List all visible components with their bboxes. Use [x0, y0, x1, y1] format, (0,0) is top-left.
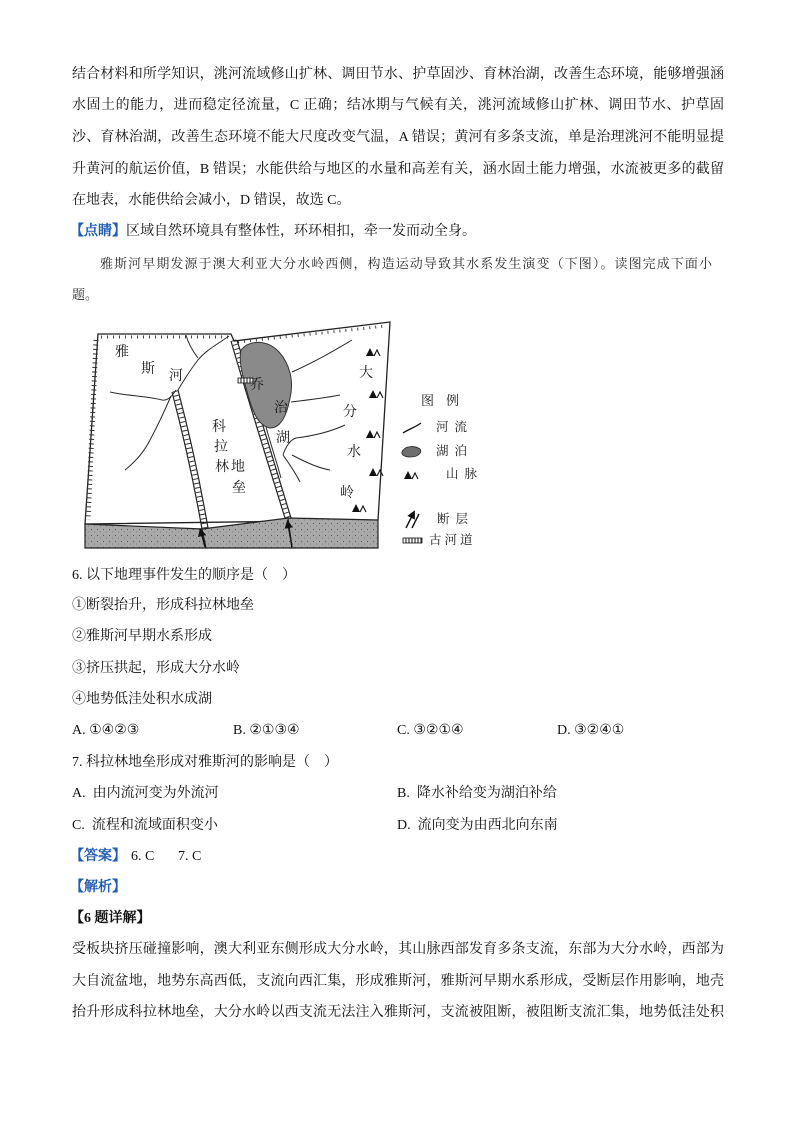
river-line-icon	[403, 423, 421, 433]
mountain-icon	[404, 471, 418, 479]
analysis-line: 结合材料和所学知识，洮河流域修山扩林、调田节水、护草固沙、育林治湖，改善生态环境，能够增强涵	[72, 67, 724, 82]
analysis-line: 水固土的能力，进而稳定径流量，C 正确；结冰期与气候有关，洮河流域修山扩林、调田节水、护草固	[72, 98, 724, 113]
river-label: 斯	[141, 361, 155, 377]
river-label: 河	[169, 368, 183, 384]
lake-blob-icon	[402, 447, 421, 457]
tip-line	[70, 222, 476, 242]
range-label: 岭	[340, 485, 354, 501]
legend-title: 图例	[421, 394, 472, 409]
river-label: 雅	[115, 344, 129, 360]
answer-option: A. 由内流河变为外流河	[72, 786, 219, 801]
lake-label: 治	[274, 400, 288, 416]
horst-label: 林	[215, 459, 229, 475]
old-channel-icon	[403, 538, 422, 543]
horst-label: 垒	[232, 480, 246, 496]
fault-icon	[406, 514, 419, 528]
legend-label: 湖泊	[436, 443, 474, 458]
question-stem: 7. 科拉林地垒形成对雅斯河的影响是（ ）	[72, 755, 338, 770]
question-statement: ④地势低洼处积水成湖	[72, 692, 212, 707]
answer-option: A. ①④②③	[72, 723, 140, 738]
range-label: 分	[343, 404, 357, 420]
question-statement: ②雅斯河早期水系形成	[72, 629, 212, 644]
horst-label: 拉	[214, 439, 228, 455]
answer-value: 7. C	[178, 849, 202, 864]
answer-option: B. ②①③④	[233, 723, 300, 738]
material-text: 题。	[72, 288, 99, 303]
cross-section-west	[85, 524, 206, 548]
legend-label: 古河道	[429, 532, 476, 547]
analysis-line: 在地表，水能供给会减小，D 错误，故选 C。	[72, 193, 351, 208]
answer-option: C. 流程和流域面积变小	[72, 818, 218, 833]
analysis-line: 大自流盆地，地势东高西低，支流向西汇集，形成雅斯河，雅斯河早期水系形成，受断层作用影响，地壳	[72, 974, 724, 989]
horst-label: 地	[231, 459, 245, 475]
answer-label: 【答案】	[70, 849, 126, 864]
material-text: 雅斯河早期发源于澳大利亚大分水岭西侧，构造运动导致其水系发生演变（下图）。读图完成下面小	[100, 257, 712, 272]
analysis-line: 受板块挤压碰撞影响，澳大利亚东侧形成大分水岭，其山脉西部发育多条支流，东部为大分水岭，西部为	[72, 942, 724, 957]
tip-label: 【点睛】	[70, 224, 126, 239]
answer-option: D. 流向变为由西北向东南	[397, 818, 558, 833]
range-label: 水	[347, 444, 361, 460]
lake-label: 乔	[250, 377, 264, 393]
analysis-label: 【解析】	[70, 880, 126, 895]
analysis-line: 沙、育林治湖，改善生态环境不能大尺度改变气温，A 错误；黄河有多条支流，单是治理洮河不能明显提	[72, 130, 724, 145]
horst-label: 科	[212, 419, 226, 435]
lake-label: 湖	[276, 430, 290, 446]
analysis-sub-label: 【6 题详解】	[70, 911, 151, 926]
answer-option: C. ③②①④	[397, 723, 464, 738]
question-statement: ①断裂抬升，形成科拉林地垒	[72, 598, 254, 613]
question-stem: 6. 以下地理事件发生的顺序是（ ）	[72, 568, 296, 583]
cross-section-east	[288, 518, 378, 548]
analysis-line: 抬升形成科拉林地垒，大分水岭以西支流无法注入雅斯河，支流被阻断，被阻断支流汇集，地势低洼处积	[72, 1005, 724, 1020]
answer-value: 6. C	[131, 849, 155, 864]
legend-label: 断层	[437, 511, 475, 526]
legend-label: 山脉	[446, 466, 484, 481]
range-label: 大	[359, 365, 373, 381]
analysis-line: 升黄河的航运价值，B 错误；水能供给与地区的水量和高差有关，涵水固土能力增强，水流被更多的截留	[72, 162, 724, 177]
answer-option: B. 降水补给变为湖泊补给	[397, 786, 557, 801]
legend-label: 河流	[436, 419, 474, 434]
question-statement: ③挤压拱起，形成大分水岭	[72, 661, 240, 676]
answer-option: D. ③②④①	[557, 723, 625, 738]
tip-text: 区域自然环境具有整体性，环环相扣，牵一发而动全身。	[126, 224, 476, 239]
